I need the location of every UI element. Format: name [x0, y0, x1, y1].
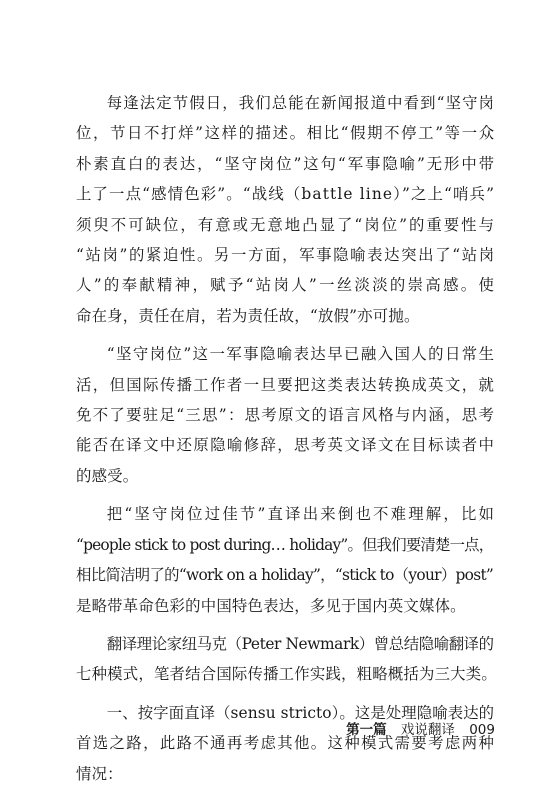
text-line: “站岗”的紧迫性。另一方面，军事隐喻表达突出了“站岗	[76, 246, 496, 265]
paragraph-3	[76, 499, 497, 621]
text-line: 人”的奉献精神，赋予“站岗人”一丝淡淡的崇高感。使	[76, 276, 497, 295]
text-line: 七种模式，笔者结合国际传播工作实践，粗略概括为三大类。	[76, 665, 497, 684]
text-line: 一、按字面直译（sensu stricto）。这是处理隐喻表达的	[106, 703, 495, 722]
text-line: 上了一点“感情色彩”。“战线（battle line）”之上“哨兵”	[76, 185, 496, 204]
text-line: 须臾不可缺位，有意或无意地凸显了“岗位”的重要性与	[76, 215, 496, 234]
text-line: 免不了要驻足“三思”：思考原文的语言风格与内涵，思考	[76, 406, 496, 425]
text-line: 命在身，责任在肩，若为责任故，“放假”亦可抛。	[76, 306, 420, 325]
paragraph-1	[76, 88, 497, 331]
chapter-title: 戏说翻译	[400, 722, 455, 738]
paragraph-4	[76, 629, 497, 690]
text-line: 首选之路，此路不通再考虑其他。这种模式需要考虑两种	[76, 734, 496, 753]
paragraph-2	[76, 339, 494, 491]
text-line: “坚守岗位”这一军事隐喻表达早已融入国人的日常生	[106, 345, 496, 364]
page-number: 009	[469, 722, 495, 738]
text-line: 活，但国际传播工作者一旦要把这类表达转换成英文，就	[76, 375, 496, 394]
text-line: 相比简洁明了的“work on a holiday”，“stick to（your）post”	[76, 566, 494, 585]
text-line: 情况：	[76, 764, 123, 783]
running-footer	[346, 718, 495, 738]
text-line: 每逢法定节假日，我们总能在新闻报道中看到“坚守岗	[106, 94, 496, 112]
paragraph-5	[76, 698, 494, 789]
text-line: 的感受。	[76, 466, 139, 485]
text-line: 朴素直白的表达，“坚守岗位”这句“军事隐喻”无形中带	[76, 154, 496, 173]
text-line: 能否在译文中还原隐喻修辞，思考英文译文在目标读者中	[76, 436, 496, 455]
text-line: 位，节日不打烊”这样的描述。相比“假期不停工”等一众	[76, 124, 496, 143]
text-line: “people stick to post during… holiday”。但我们要清楚一点，	[76, 535, 494, 554]
text-line: 翻译理论家纽马克（Peter Newmark）曾总结隐喻翻译的	[106, 634, 494, 653]
text-line: 把“坚守岗位过佳节”直译出来倒也不难理解，比如	[106, 505, 497, 524]
part-title: 第一篇	[346, 722, 387, 738]
body-text	[76, 88, 497, 797]
text-line: 是略带革命色彩的中国特色表达，多见于国内英文媒体。	[76, 596, 466, 615]
